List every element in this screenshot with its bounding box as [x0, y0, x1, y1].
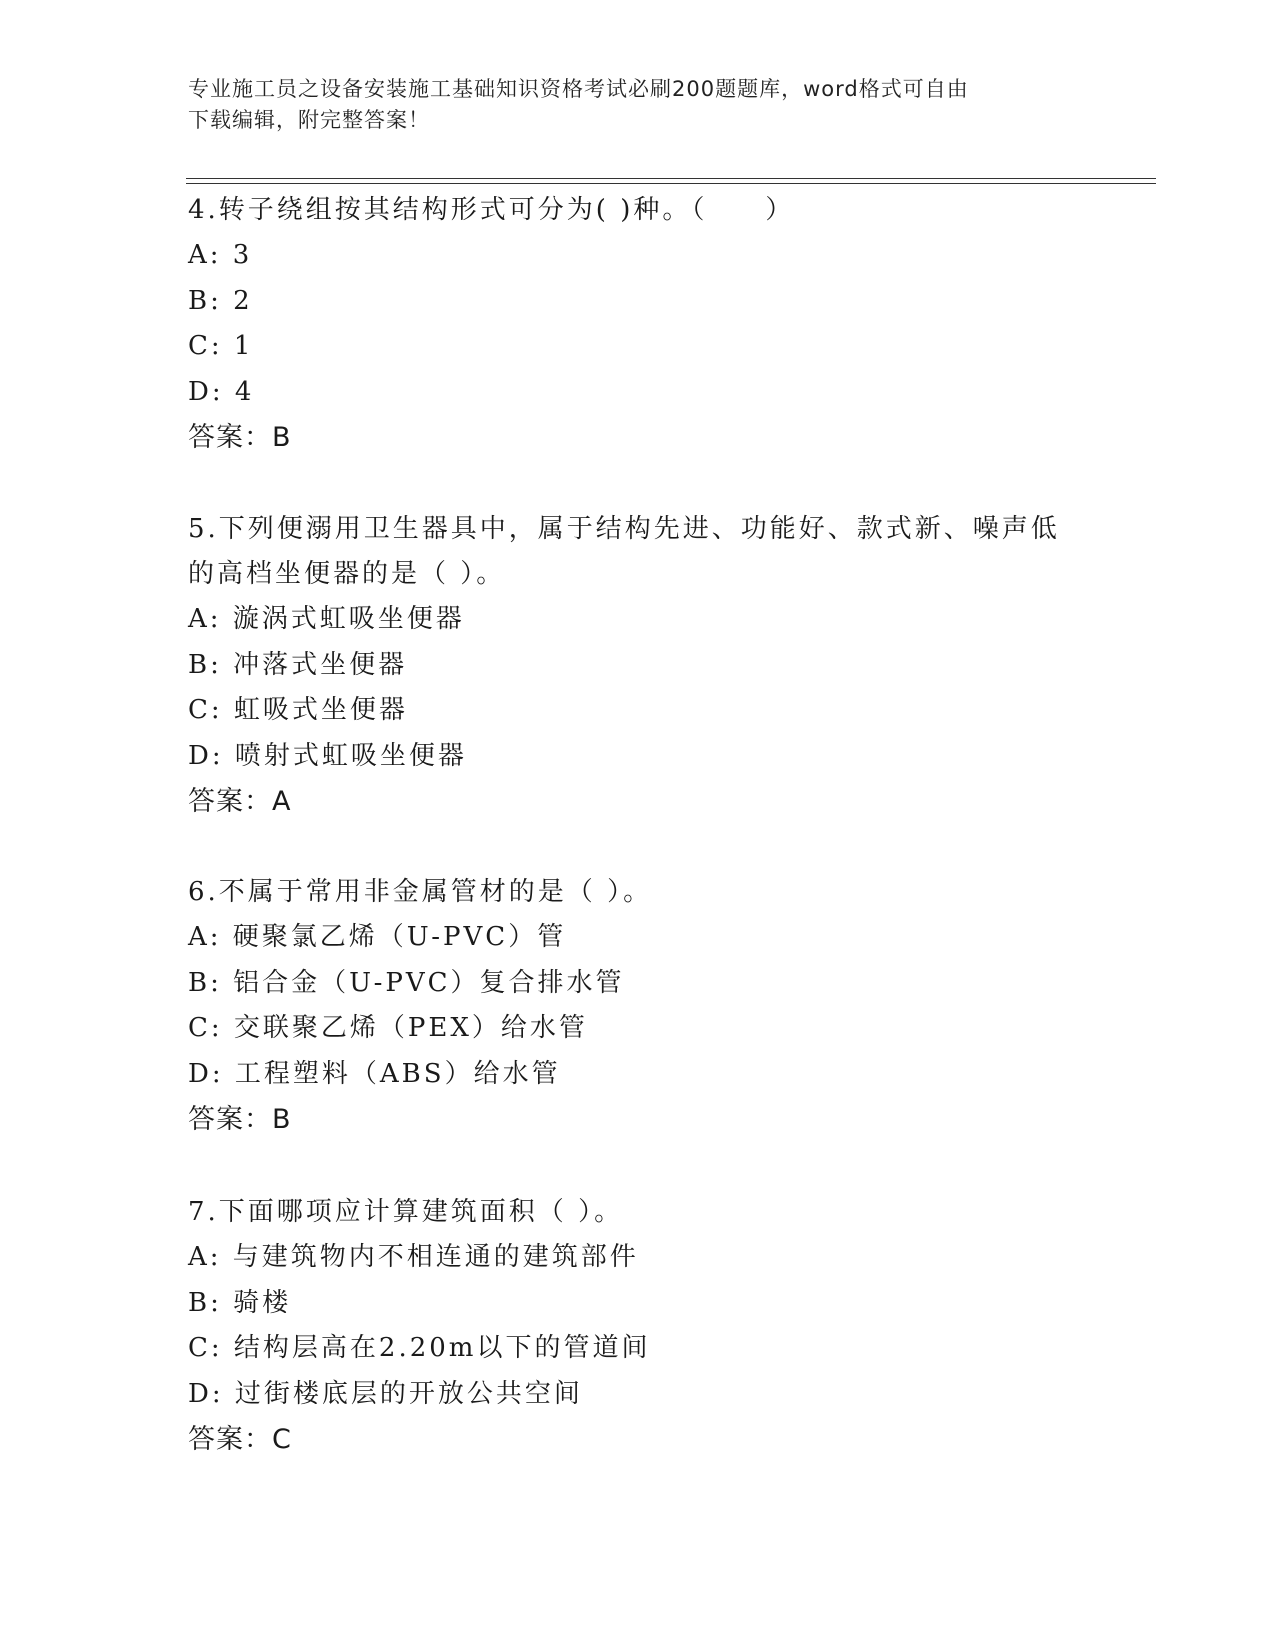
option-a: A: 漩涡式虹吸坐便器 [188, 604, 465, 634]
header-line-1: 专业施工员之设备安装施工基础知识资格考试必刷200题题库，word格式可自由 [188, 77, 969, 101]
question-stem-line-1: 5.下列便溺用卫生器具中，属于结构先进、功能好、款式新、噪声低 [188, 514, 1060, 544]
header-divider-top [186, 178, 1156, 179]
question-4 [188, 188, 1068, 460]
question-stem: 7.下面哪项应计算建筑面积（ ）。 [188, 1197, 624, 1227]
option-d: D: 工程塑料（ABS）给水管 [188, 1058, 561, 1089]
header-line-2: 下载编辑，附完整答案！ [188, 108, 430, 132]
question-stem-line-2: 的高档坐便器的是（ ）。 [188, 559, 506, 589]
option-a: A: 硬聚氯乙烯（U-PVC）管 [188, 922, 567, 952]
answer-line: 答案：B [188, 1104, 292, 1135]
option-c: C: 交联聚乙烯（PEX）给水管 [188, 1013, 588, 1043]
answer-line: 答案：B [188, 422, 292, 453]
document-header [188, 74, 1068, 136]
question-6 [188, 870, 1068, 1142]
option-d: D: 喷射式虹吸坐便器 [188, 740, 467, 771]
answer-line: 答案：C [188, 1424, 292, 1455]
header-divider-bottom [186, 183, 1156, 184]
option-b: B: 铝合金（U-PVC）复合排水管 [188, 967, 625, 998]
option-a: A: 与建筑物内不相连通的建筑部件 [188, 1242, 639, 1272]
option-c: C: 虹吸式坐便器 [188, 695, 408, 725]
question-7 [188, 1190, 1068, 1462]
option-b: B: 2 [188, 285, 253, 316]
answer-line: 答案：A [188, 786, 292, 817]
option-b: B: 骑楼 [188, 1287, 292, 1318]
option-c: C: 1 [188, 331, 254, 361]
question-stem: 6.不属于常用非金属管材的是（ ）。 [188, 877, 653, 907]
question-stem: 4.转子绕组按其结构形式可分为( )种。（ ） [188, 195, 795, 225]
option-c: C: 结构层高在2.20m以下的管道间 [188, 1333, 651, 1363]
option-b: B: 冲落式坐便器 [188, 649, 408, 680]
option-d: D: 过街楼底层的开放公共空间 [188, 1378, 583, 1409]
option-a: A: 3 [188, 240, 253, 270]
option-d: D: 4 [188, 376, 255, 407]
question-5 [188, 507, 1068, 824]
